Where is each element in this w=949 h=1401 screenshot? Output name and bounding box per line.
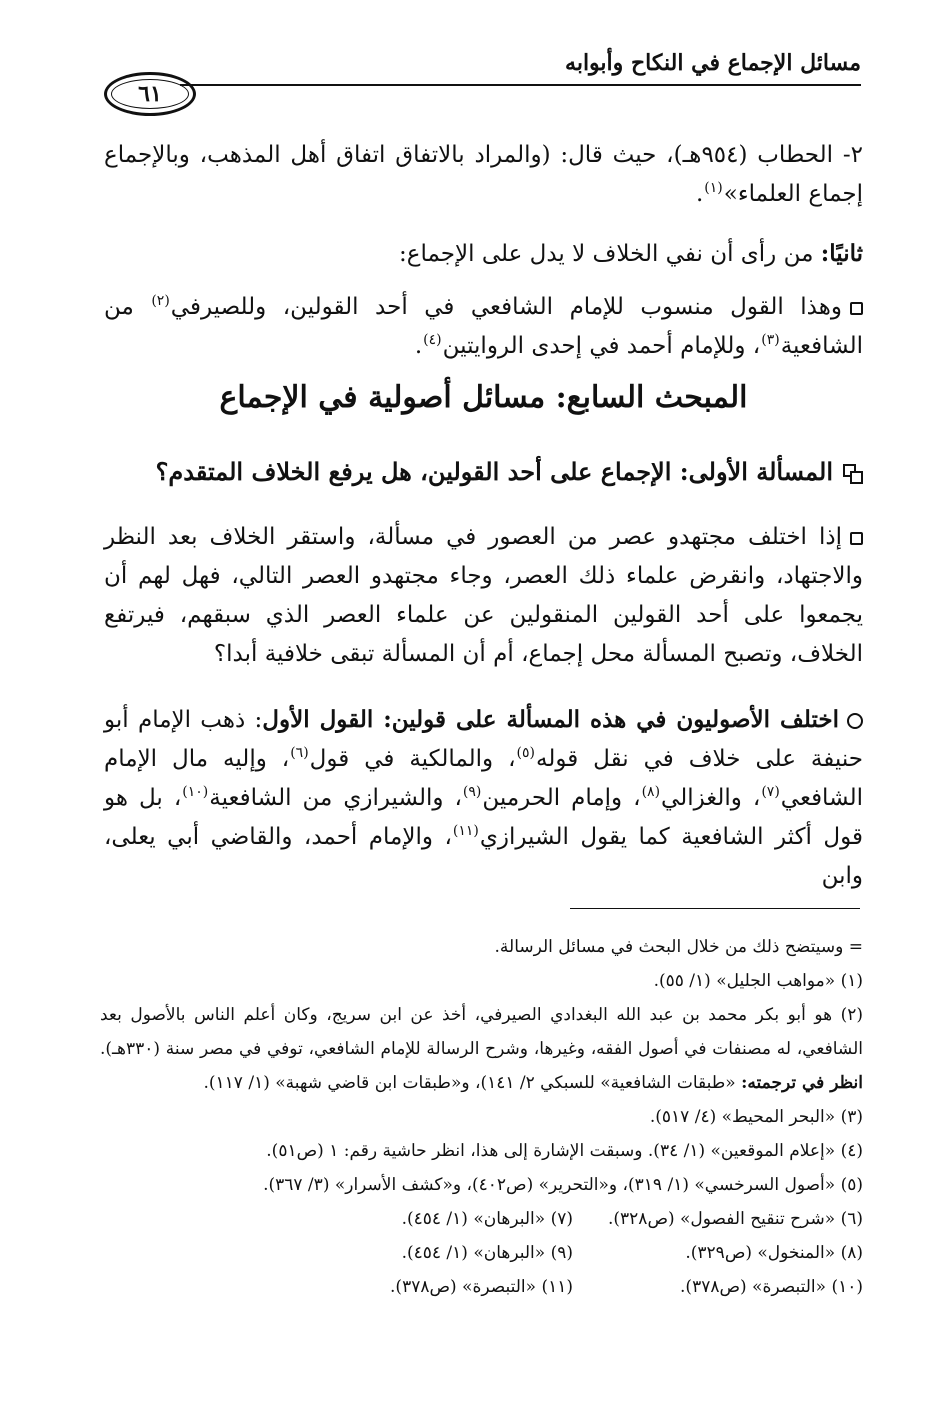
footnote-9: (٩) «البرهان» (١/ ٤٥٤). xyxy=(401,1243,573,1263)
paragraph-hattab xyxy=(104,136,863,214)
footnote-1: (١) «مواهب الجليل» (١/ ٥٥). xyxy=(653,971,863,991)
opinions-intro: اختلف الأصوليون في هذه المسألة على قولين: xyxy=(373,706,839,733)
footnote-10: (١٠) «التبصرة» (ص٣٧٨). xyxy=(680,1277,863,1297)
footnote-ref-2: (٢) xyxy=(151,293,170,310)
footnote-5: (٥) «أصول السرخسي» (١/ ٣١٩)، و«التحرير» (ص٤٠٢)، و«كشف الأسرار» (٣/ ٣٦٧). xyxy=(263,1175,863,1195)
footnote-ref-6: (٦) xyxy=(290,745,309,762)
footnote-row-8-9 xyxy=(100,1236,863,1270)
footnote-separator xyxy=(570,908,860,909)
footnote-2-refs: «طبقات الشافعية» للسبكي ٢/ ١٤١)، و«طبقات ابن قاضي شهبة» (١/ ١١٧). xyxy=(203,1073,742,1093)
footnote-11: (١١) «التبصرة» (ص٣٧٨). xyxy=(390,1277,573,1297)
footnote-ref-7: (٧) xyxy=(761,784,780,801)
section-heading: المبحث السابع: مسائل أصولية في الإجماع xyxy=(219,380,748,415)
footnote-8: (٨) «المنخول» (ص٣٢٩). xyxy=(685,1243,863,1263)
issue-description-text: إذا اختلف مجتهدو عصر من العصور في مسألة، واستقر الخلاف بعد النظر والاجتهاد، وانقرض علماء ذلك العصر، وجاء مجتهدو العصر التالي، فهل لهم أن يجمعوا على أحد القولين المنقولين عن علماء العصر الذي سبقهم، فيرتفع الخلاف، وتصبح المسألة محل إجماع، أم أن المسألة تبقى خلافية أبدا؟ xyxy=(104,524,863,667)
issue-heading-text: المسألة الأولى: الإجماع على أحد القولين، هل يرفع الخلاف المتقدم؟ xyxy=(155,457,833,486)
footnote-ref-11: (١١) xyxy=(452,823,479,840)
paragraph-first-opinion xyxy=(104,700,863,896)
footnote-ref-9: (٩) xyxy=(462,784,482,801)
attribution-text-b: من الشافعية xyxy=(104,294,863,359)
header-rule xyxy=(180,84,861,86)
footnote-2 xyxy=(100,998,863,1100)
first-opinion-text-f: ، والشيرازي من الشافعية xyxy=(209,785,462,811)
square-bullet-icon xyxy=(850,302,863,315)
circle-bullet-icon xyxy=(847,713,863,729)
second-view-text: من رأى أن نفي الخلاف لا يدل على الإجماع: xyxy=(399,241,821,267)
footnote-7: (٧) «البرهان» (١/ ٤٥٤). xyxy=(401,1209,573,1229)
paragraph-shafii-attribution xyxy=(104,288,863,366)
footnote-ref-1: (١) xyxy=(704,180,723,197)
page-number: ٦١ xyxy=(138,81,162,107)
page-number-oval xyxy=(104,72,196,116)
paragraph-hattab-text: ٢- الحطاب (٩٥٤هـ)، حيث قال: (والمراد بالاتفاق اتفاق أهل المذهب، وبالإجماع إجماع العلماء» xyxy=(104,142,863,207)
paragraph-hattab-end: . xyxy=(695,181,704,207)
footnote-ref-10: (١٠) xyxy=(182,784,209,801)
footnote-row-10-11 xyxy=(100,1270,863,1304)
first-opinion-text-e: ، وإمام الحرمين xyxy=(482,785,641,811)
footnote-3: (٣) «البحر المحيط» (٤/ ٥١٧). xyxy=(649,1107,863,1127)
square-bullet-icon xyxy=(850,532,863,545)
documents-icon xyxy=(843,464,863,484)
footnote-ref-4: (٤) xyxy=(423,332,442,349)
attribution-text-c: ، وللإمام أحمد في إحدى الروايتين xyxy=(442,333,761,359)
first-opinion-text-d: ، والغزالي xyxy=(661,785,761,811)
paragraph-issue-description xyxy=(104,518,863,674)
footnote-6: (٦) «شرح تنقيح الفصول» (ص٣٢٨). xyxy=(607,1209,863,1229)
paragraph-second-view xyxy=(104,234,863,274)
issue-heading xyxy=(104,452,863,491)
first-opinion-text-b: ، والمالكية في قول xyxy=(309,746,516,772)
attribution-text-a: وهذا القول منسوب للإمام الشافعي في أحد القولين، وللصيرفي xyxy=(170,294,842,320)
first-opinion-text-c: ، وإليه مال الإمام الشافعي xyxy=(104,746,863,811)
first-opinion-label: القول الأول xyxy=(262,706,374,733)
footnote-row-6-7 xyxy=(100,1202,863,1236)
second-view-label: ثانيًا: xyxy=(820,240,863,267)
footnote-2-text: (٢) هو أبو بكر محمد بن عبد الله البغدادي الصيرفي، أخذ عن ابن سريج، وكان أعلم الناس بالأصول بعد الشافعي، له مصنفات في أصول الفقه، وغيرها، وشرح الرسالة للإمام الشافعي، توفي في مصر سنة (٣٣٠هـ). xyxy=(100,1005,863,1059)
running-header-title: مسائل الإجماع في النكاح وأبوابه xyxy=(565,50,861,76)
first-opinion-text-g: ، بل هو قول أكثر الشافعية كما يقول الشيرازي xyxy=(104,785,863,850)
first-opinion-text-h: ، والإمام أحمد، والقاضي أبي يعلى، وابن xyxy=(104,824,863,889)
footnote-continuation: = وسيتضح ذلك من خلال البحث في مسائل الرسالة. xyxy=(494,937,863,957)
footnote-4: (٤) «إعلام الموقعين» (١/ ٣٤). وسبقت الإشارة إلى هذا، انظر حاشية رقم: ١ (ص٥١). xyxy=(266,1141,863,1161)
footnote-ref-5: (٥) xyxy=(516,745,535,762)
footnotes xyxy=(100,930,863,1304)
footnote-ref-8: (٨) xyxy=(641,784,661,801)
footnote-ref-3: (٣) xyxy=(761,332,780,349)
first-opinion-text-a: : ذهب الإمام أبو حنيفة على خلاف في نقل قوله xyxy=(104,707,863,772)
attribution-text-d: . xyxy=(414,333,423,359)
footnote-2-see: انظر في ترجمته: xyxy=(741,1073,863,1093)
